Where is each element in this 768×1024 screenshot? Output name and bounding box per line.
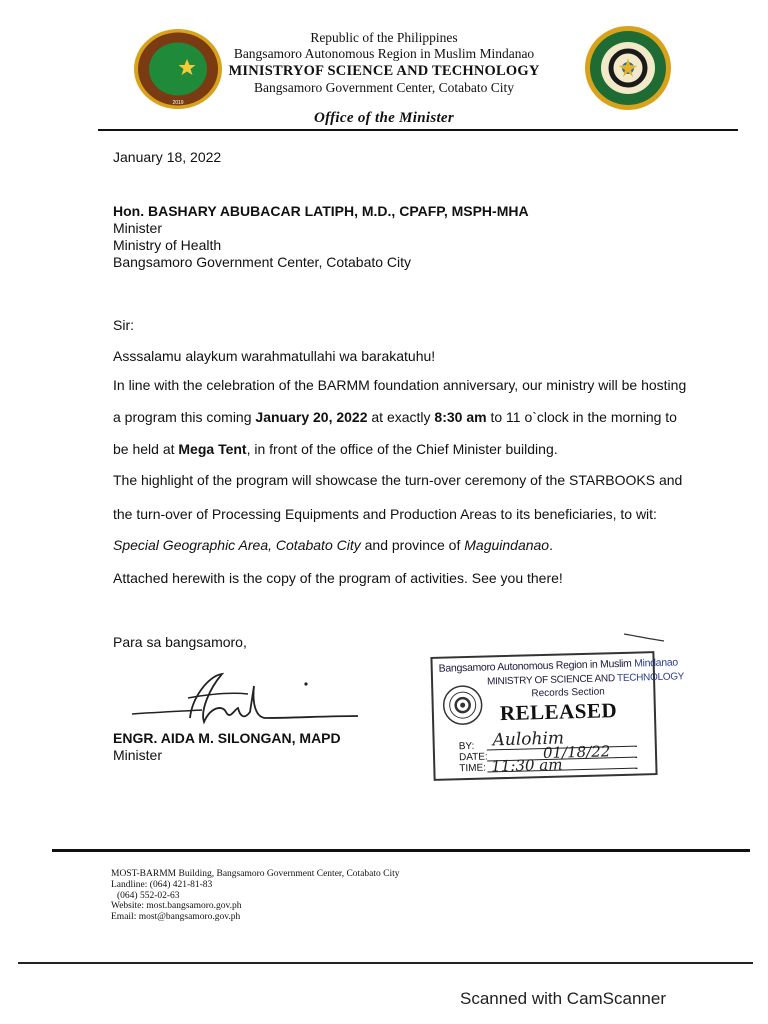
para2-line2: the turn-over of Processing Equipments and Production Areas to its beneficiaries, to wit: xyxy=(113,506,657,522)
camscanner-watermark: Scanned with CamScanner xyxy=(460,989,667,1008)
para1-line1: In line with the celebration of the BARMM foundation anniversary, our ministry will be hosting xyxy=(113,377,687,393)
para2-line1: The highlight of the program will showcase the turn-over ceremony of the STARBOOKS and xyxy=(113,472,683,488)
page-bottom-edge xyxy=(18,962,753,964)
stamp-date-value: 01/18/22 xyxy=(542,742,611,763)
footer-landline: Landline: (064) 421-81-83 xyxy=(111,879,213,890)
stamp-line-2: MINISTRY OF SCIENCE AND TECHNOLOGY xyxy=(486,671,685,688)
para1-line3: be held at Mega Tent, in front of the office of the Chief Minister building. xyxy=(113,441,558,457)
stamp-time-value: 11:30 am xyxy=(491,755,563,776)
stamp-by-label: BY: xyxy=(458,740,475,753)
letterhead-line-1: Republic of the Philippines xyxy=(310,30,458,45)
signatory-block xyxy=(113,730,341,764)
signatory-title: Minister xyxy=(113,747,163,763)
stamp-line-3: Records Section xyxy=(531,686,605,700)
recipient-block xyxy=(113,203,529,271)
letterhead-address: Bangsamoro Government Center, Cotabato City xyxy=(253,80,515,95)
closing: Para sa bangsamoro, xyxy=(113,634,247,650)
recipient-org: Ministry of Health xyxy=(113,237,222,253)
stamp-seal-icon xyxy=(441,684,484,727)
greeting: Asssalamu alaykum warahmatullahi wa barakatuhu! xyxy=(113,348,436,364)
pen-mark-icon xyxy=(622,630,666,644)
footer-divider xyxy=(52,849,750,852)
recipient-name: Hon. BASHARY ABUBACAR LATIPH, M.D., CPAFP, MSPH-MHA xyxy=(113,203,529,219)
header-divider xyxy=(98,129,738,131)
stamp-by-value: Aulohim xyxy=(492,728,565,751)
letterhead xyxy=(0,30,768,96)
footer-landline-2: (064) 552-02-63 xyxy=(117,890,180,901)
salutation: Sir: xyxy=(113,317,134,333)
signature-icon xyxy=(130,668,370,732)
svg-text:2019: 2019 xyxy=(172,100,184,106)
footer-email: Email: most@bangsamoro.gov.ph xyxy=(111,912,241,923)
letter-date: January 18, 2022 xyxy=(113,149,222,165)
letterhead-line-2: Bangsamoro Autonomous Region in Muslim Mindanao xyxy=(233,46,535,61)
footer-contact xyxy=(111,869,399,923)
signatory-name: ENGR. AIDA M. SILONGAN, MAPD xyxy=(113,730,341,746)
para3: Attached herewith is the copy of the program of activities. See you there! xyxy=(113,570,563,586)
recipient-title: Minister xyxy=(113,220,163,236)
footer-website: Website: most.bangsamoro.gov.ph xyxy=(111,901,242,912)
footer-address: MOST-BARMM Building, Bangsamoro Government Center, Cotabato City xyxy=(111,869,400,879)
stamp-status: RELEASED xyxy=(499,698,618,726)
released-stamp xyxy=(430,651,685,781)
recipient-address: Bangsamoro Government Center, Cotabato City xyxy=(113,254,412,270)
stamp-time-label: TIME: xyxy=(459,762,487,775)
para1-line2: a program this coming January 20, 2022 at exactly 8:30 am to 11 o`clock in the morning to xyxy=(113,409,677,425)
letterhead-ministry: MINISTRYOF SCIENCE AND TECHNOLOGY xyxy=(228,63,540,79)
office-title: Office of the Minister xyxy=(313,110,455,126)
stamp-date-label: DATE: xyxy=(458,751,488,764)
para2-line3: Special Geographic Area, Cotabato City and province of Maguindanao. xyxy=(113,537,553,553)
stamp-line-1: Bangsamoro Autonomous Region in Muslim Mindanao xyxy=(438,656,679,675)
